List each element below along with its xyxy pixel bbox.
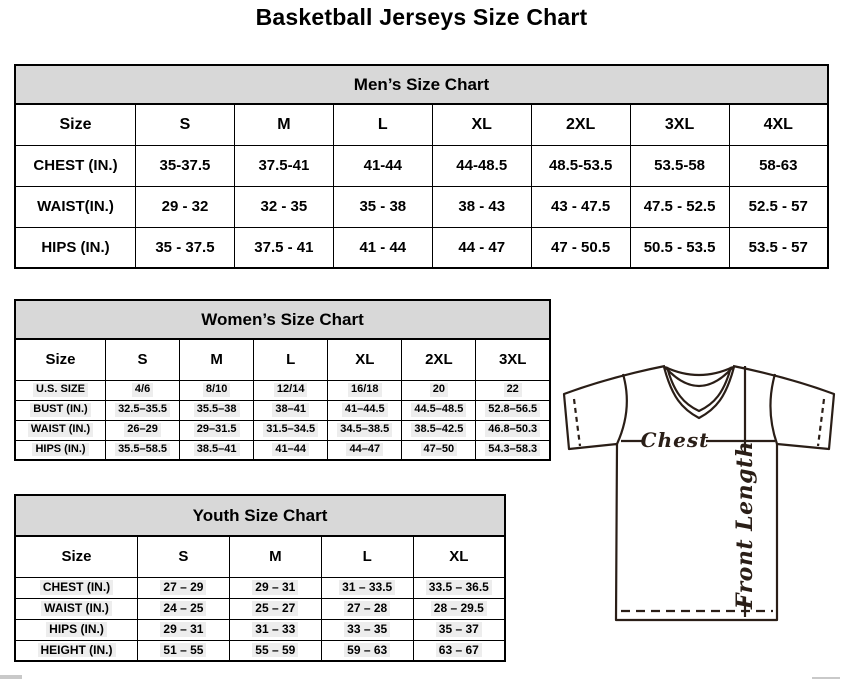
table-cell: [180, 420, 254, 440]
cell-text: 35-37.5: [159, 157, 211, 174]
column-header: [180, 339, 254, 380]
cell-text: M: [269, 548, 282, 566]
cell-text: 20: [430, 383, 448, 396]
table-cell: [729, 145, 828, 186]
table-cell: [321, 598, 413, 619]
cell-text: 35 - 38: [359, 198, 407, 215]
right-cuff-dashed-line: [818, 399, 824, 446]
cell-text: L: [377, 115, 388, 133]
cell-text: 3XL: [498, 351, 527, 369]
cell-text: 48.5-53.5: [548, 157, 613, 174]
cell-text: HIPS (IN.): [32, 443, 88, 456]
cell-text: 4/6: [132, 383, 153, 396]
cell-text: 31 – 33.5: [339, 580, 395, 594]
table-cell: [136, 227, 235, 268]
youth-size-chart-title: Youth Size Chart: [14, 494, 506, 535]
cell-text: S: [179, 115, 191, 133]
cell-text: 43 - 47.5: [551, 198, 611, 215]
column-header: [729, 104, 828, 145]
mens-size-chart: [14, 64, 829, 269]
cell-text: 22: [504, 383, 522, 396]
cell-text: U.S. SIZE: [33, 383, 88, 396]
cell-text: 41–44.5: [342, 403, 388, 416]
jersey-outline: [564, 366, 834, 620]
left-cuff-dashed-line: [574, 399, 580, 446]
cell-text: 29 – 31: [252, 580, 298, 594]
size-header-row: [15, 339, 550, 380]
cell-text: 29 - 32: [161, 198, 209, 215]
front-length-label: Front Length: [732, 440, 758, 610]
column-header: [15, 104, 136, 145]
row-label: [15, 380, 106, 400]
table-cell: [413, 640, 505, 661]
table-cell: [333, 186, 432, 227]
column-header: [138, 536, 230, 577]
cell-text: 52.8–56.5: [485, 403, 540, 416]
table-cell: [106, 400, 180, 420]
table-cell: [729, 186, 828, 227]
table-cell: [432, 145, 531, 186]
cell-text: 35.5–38: [194, 403, 240, 416]
cell-text: 38.5–42.5: [411, 423, 466, 436]
row-label: [15, 440, 106, 460]
cell-text: 37.5-41: [258, 157, 310, 174]
table-cell: [234, 227, 333, 268]
cell-text: 2XL: [425, 351, 453, 369]
cell-text: 32 - 35: [260, 198, 308, 215]
column-header: [106, 339, 180, 380]
table-cell: [630, 227, 729, 268]
column-header: [136, 104, 235, 145]
column-header: [328, 339, 402, 380]
mens-size-chart-title: Men’s Size Chart: [14, 64, 829, 103]
cell-text: 59 – 63: [344, 643, 390, 657]
youth-size-chart: [14, 494, 506, 662]
left-sleeve-seam: [617, 374, 627, 444]
size-header-row: [15, 536, 505, 577]
cell-text: 55 – 59: [252, 643, 298, 657]
cell-text: M: [277, 115, 291, 133]
row-label: [15, 640, 138, 661]
table-cell: [254, 400, 328, 420]
table-cell: [138, 598, 230, 619]
cell-text: WAIST (IN.): [28, 423, 93, 436]
cell-text: 46.8–50.3: [485, 423, 540, 436]
cell-text: 27 – 28: [344, 601, 390, 615]
row-label: [15, 577, 138, 598]
cell-text: 35.5–58.5: [115, 443, 170, 456]
cell-text: 51 – 55: [160, 643, 206, 657]
womens-size-table: [14, 338, 551, 461]
cell-text: 8/10: [203, 383, 230, 396]
table-row: [15, 440, 550, 460]
table-cell: [138, 640, 230, 661]
column-header: [476, 339, 550, 380]
table-cell: [180, 400, 254, 420]
column-header: [229, 536, 321, 577]
cell-text: 50.5 - 53.5: [643, 238, 716, 256]
cell-text: Size: [61, 548, 92, 566]
column-header: [333, 104, 432, 145]
cell-text: 24 – 25: [160, 601, 206, 615]
cell-text: 33 – 35: [344, 622, 390, 636]
cell-text: WAIST(IN.): [37, 198, 114, 215]
cell-text: 38.5–41: [194, 443, 240, 456]
cell-text: HIPS (IN.): [46, 622, 107, 636]
column-header: [531, 104, 630, 145]
table-cell: [229, 598, 321, 619]
cell-text: XL: [355, 351, 375, 369]
cell-text: HIPS (IN.): [41, 238, 110, 256]
column-header: [234, 104, 333, 145]
table-cell: [402, 380, 476, 400]
table-cell: [229, 640, 321, 661]
cell-text: 3XL: [664, 115, 695, 133]
table-row: [15, 640, 505, 661]
cell-text: 47–50: [421, 443, 458, 456]
cell-text: 26–29: [124, 423, 161, 436]
table-cell: [630, 145, 729, 186]
cell-text: 41 - 44: [359, 238, 407, 256]
cell-text: 25 – 27: [252, 601, 298, 615]
cell-text: 54.3–58.3: [485, 443, 540, 456]
table-cell: [328, 400, 402, 420]
table-cell: [413, 577, 505, 598]
cell-text: BUST (IN.): [30, 403, 90, 416]
cell-text: 29–31.5: [194, 423, 240, 436]
cell-text: 38–41: [272, 403, 309, 416]
cell-text: 31.5–34.5: [263, 423, 318, 436]
youth-size-table: [14, 535, 506, 662]
table-cell: [531, 145, 630, 186]
table-cell: [254, 420, 328, 440]
cell-text: 41–44: [272, 443, 309, 456]
table-row: [15, 577, 505, 598]
cell-text: CHEST (IN.): [40, 580, 113, 594]
cell-text: 52.5 - 57: [748, 198, 808, 215]
table-cell: [106, 380, 180, 400]
column-header: [254, 339, 328, 380]
column-header: [630, 104, 729, 145]
table-cell: [413, 598, 505, 619]
table-cell: [402, 420, 476, 440]
table-cell: [531, 186, 630, 227]
table-cell: [432, 186, 531, 227]
table-cell: [180, 440, 254, 460]
table-cell: [106, 420, 180, 440]
table-cell: [321, 640, 413, 661]
collar-mid-arc: [665, 367, 733, 386]
row-label: [15, 145, 136, 186]
table-cell: [432, 227, 531, 268]
page-edge-artifact: [0, 675, 22, 679]
row-label: [15, 227, 136, 268]
table-cell: [106, 440, 180, 460]
table-row: [15, 598, 505, 619]
cell-text: 16/18: [348, 383, 382, 396]
cell-text: HEIGHT (IN.): [38, 643, 116, 657]
cell-text: 32.5–35.5: [115, 403, 170, 416]
cell-text: 31 – 33: [252, 622, 298, 636]
cell-text: 35 – 37: [436, 622, 482, 636]
cell-text: WAIST (IN.): [41, 601, 112, 615]
table-row: [15, 420, 550, 440]
row-label: [15, 186, 136, 227]
cell-text: CHEST (IN.): [33, 157, 118, 174]
cell-text: 58-63: [759, 157, 798, 174]
table-cell: [402, 400, 476, 420]
cell-text: 29 – 31: [160, 622, 206, 636]
cell-text: XL: [471, 115, 492, 133]
table-cell: [136, 145, 235, 186]
cell-text: 44-48.5: [456, 157, 508, 174]
table-cell: [321, 577, 413, 598]
cell-text: 4XL: [763, 115, 793, 133]
cell-text: 27 – 29: [160, 580, 206, 594]
womens-size-chart-title: Women’s Size Chart: [14, 299, 551, 338]
column-header: [413, 536, 505, 577]
table-cell: [234, 145, 333, 186]
table-cell: [321, 619, 413, 640]
cell-text: 47 - 50.5: [551, 238, 611, 256]
page-title: Basketball Jerseys Size Chart: [255, 4, 588, 30]
cell-text: S: [178, 548, 189, 566]
cell-text: XL: [449, 548, 469, 566]
table-cell: [729, 227, 828, 268]
column-header: [321, 536, 413, 577]
cell-text: 47.5 - 52.5: [643, 198, 716, 215]
table-cell: [138, 577, 230, 598]
table-cell: [180, 380, 254, 400]
table-cell: [234, 186, 333, 227]
column-header: [432, 104, 531, 145]
cell-text: 41-44: [363, 157, 402, 174]
cell-text: 44.5–48.5: [411, 403, 466, 416]
table-row: [15, 145, 828, 186]
table-cell: [328, 380, 402, 400]
table-row: [15, 619, 505, 640]
table-row: [15, 380, 550, 400]
table-cell: [138, 619, 230, 640]
cell-text: 37.5 - 41: [254, 238, 314, 256]
cell-text: 63 – 67: [436, 643, 482, 657]
womens-size-chart: [14, 299, 551, 461]
right-sleeve-seam: [770, 374, 777, 444]
table-cell: [333, 145, 432, 186]
row-label: [15, 400, 106, 420]
cell-text: 2XL: [565, 115, 596, 133]
cell-text: 33.5 – 36.5: [426, 580, 492, 594]
table-cell: [254, 440, 328, 460]
table-cell: [328, 440, 402, 460]
size-header-row: [15, 104, 828, 145]
table-cell: [254, 380, 328, 400]
jersey-measurement-diagram: [555, 353, 843, 633]
jersey-diagram-svg: [555, 353, 843, 633]
table-cell: [402, 440, 476, 460]
cell-text: 44 - 47: [458, 238, 506, 256]
table-cell: [476, 400, 550, 420]
column-header: [15, 536, 138, 577]
table-cell: [476, 380, 550, 400]
cell-text: L: [362, 548, 372, 566]
table-cell: [328, 420, 402, 440]
row-label: [15, 619, 138, 640]
cell-text: 53.5 - 57: [748, 238, 808, 256]
cell-text: 35 - 37.5: [155, 238, 215, 256]
table-cell: [476, 440, 550, 460]
table-cell: [229, 619, 321, 640]
cell-text: 38 - 43: [458, 198, 506, 215]
row-label: [15, 598, 138, 619]
table-row: [15, 186, 828, 227]
cell-text: 12/14: [274, 383, 308, 396]
cell-text: Size: [45, 351, 76, 369]
table-cell: [476, 420, 550, 440]
cell-text: Size: [59, 115, 92, 133]
table-cell: [136, 186, 235, 227]
table-cell: [333, 227, 432, 268]
table-cell: [413, 619, 505, 640]
collar-inner-v: [667, 367, 731, 411]
row-label: [15, 420, 106, 440]
cell-text: L: [286, 351, 296, 369]
collar-back-arc: [665, 367, 733, 375]
chest-label: Chest: [640, 428, 710, 452]
cell-text: S: [137, 351, 148, 369]
table-cell: [229, 577, 321, 598]
cell-text: 28 – 29.5: [431, 601, 487, 615]
cell-text: 44–47: [346, 443, 383, 456]
cell-text: 53.5-58: [654, 157, 705, 174]
table-row: [15, 227, 828, 268]
table-cell: [531, 227, 630, 268]
table-row: [15, 400, 550, 420]
cell-text: 34.5–38.5: [337, 423, 392, 436]
cell-text: M: [210, 351, 223, 369]
column-header: [15, 339, 106, 380]
table-cell: [630, 186, 729, 227]
column-header: [402, 339, 476, 380]
mens-size-table: [14, 103, 829, 269]
